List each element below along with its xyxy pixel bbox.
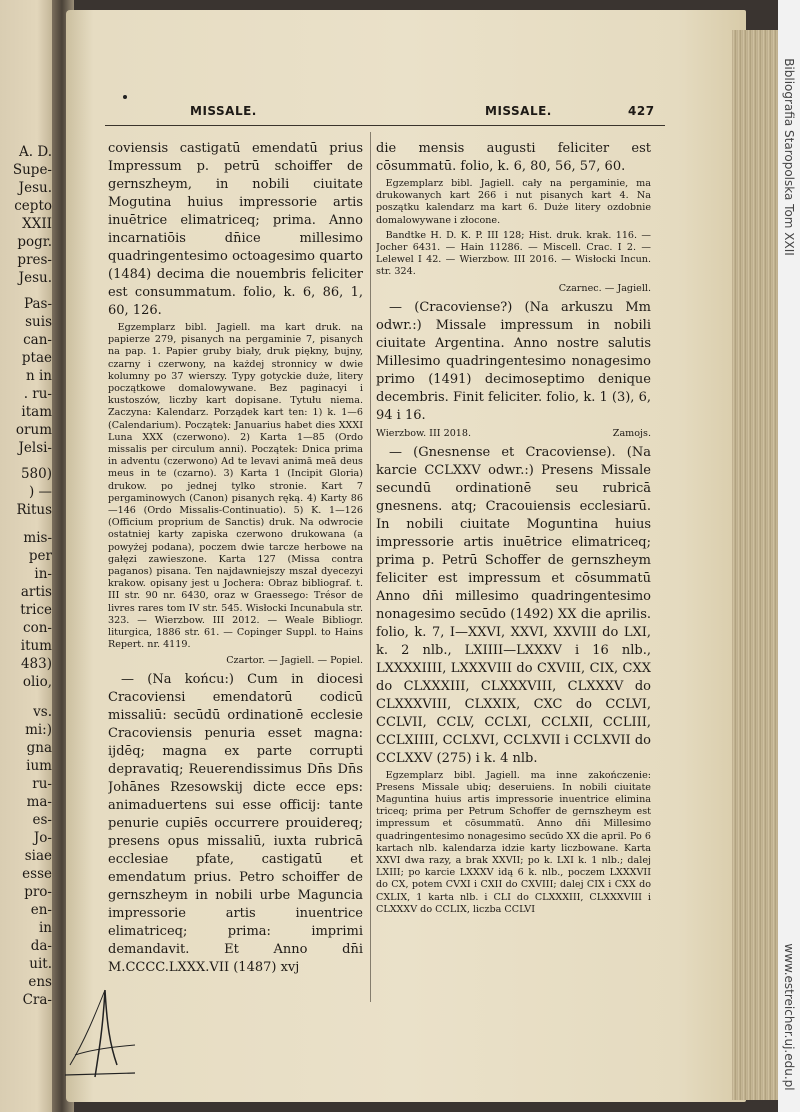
library-signature-stamp [55, 985, 150, 1085]
facing-page-fragment: trice [20, 602, 52, 618]
facing-page-fragment: per [28, 548, 52, 564]
header-left: MISSALE. [190, 104, 257, 118]
website-url: www.estreicher.uj.edu.pl [782, 943, 796, 1091]
facing-page-fragment: pres- [17, 252, 52, 268]
facing-page-fragment: A. D. [19, 144, 52, 160]
facing-page-fragment: itam [21, 404, 52, 420]
facing-page-fragment: Jo- [33, 830, 52, 846]
facing-page-fragment: 580) [20, 466, 52, 482]
page-number: 427 [628, 104, 655, 118]
entry-1492-text: — (Gnesnense et Cracoviense). (Na karcie CCLXXV odwr.:) Presens Missale secundū ordinationē seu rubricā gnesnens. atq; Cracouiensis ecclesiarū. In nobili ciuitate Moguntina huius impressorie artis inuētrice elimatriceq; prima p. Petrū Schoffer de gernszheym feliciter est impressum et cōsummatū Anno dn̄i millesimo quadringentesimo nonagesimo secūdo (1492) XX die aprilis. folio, k. 7, I—XXVI, XXVI, XXVIII do LXI, k. 2 nlb., LXIIII—LXXXV i 16 nlb., LXXXXIIII, LXXXVIII do CXVIII, CIX, CXX do CLXXXIII, CLXXXVIII, CLXXXV do CLXXXVIII, CLXXIX, CXC do CCLVI, CCLVII, CCLV, CCLXI, CCLXII, CCLIII, CCLXIIII, CCLXVI, CCLXVII i CCLXVII do CCLXXV (275) i k. 4 nlb. [376, 444, 651, 766]
facing-page-fragment: pro- [24, 884, 52, 900]
facing-page-fragment: ptae [21, 350, 52, 366]
facing-page-fragment: con- [23, 620, 52, 636]
facing-page-fragment: in- [34, 566, 52, 582]
column-left [108, 140, 363, 979]
page-fore-edge [732, 30, 778, 1100]
facing-page-fragment: ens [28, 974, 52, 990]
facing-page-fragment: cepto [14, 198, 52, 214]
facing-page-fragment: suis [25, 314, 52, 330]
entry-1492-notes: Egzemplarz bibl. Jagiell. ma inne zakończenie: Presens Missale ubiq; deseruiens. In nobili ciuitate Maguntina huius artis impressorie inuentrice elimina triceq; prima per Petrum Schoffer de gernszheym est impressum et cōsummatū. Anno dn̄i Millesimo quadringentesimo nonagesimo secūdo XX die april. Po 6 kartach nlb. kalendarza idzie karty liczbowane. Karta XXVI dwa razy, a brak XXVII; po k. LXI k. 1 nlb.; dalej LXIII; po karcie LXXXV idą 6 k. nlb., poczem LXXXVII do CX, potem CVXI i CXII do CXVIII; dalej CIX i CXX do CXLIX, 1 karta nlb. i CLI do CLXXXIII, CLXXXVIII i CLXXXV do CCLIX, liczba CCLVI [376, 769, 651, 915]
entry-1487-text: — (Na końcu:) Cum in diocesi Cracoviensi emendatorū codicū missaliū: secūdū ordinationē ecclesie Cracoviensis penuria esset magna: ijdēq; magna ex parte corrupti depravatiq; Reuerendissimus Dn̄s Dn̄s Johānes Rzesowskij dicte ecce eps: animaduertens sui esse officij: tante penurie cupiēs occurrere prouidereq; presens opus missaliū, iuxta rubricā ecclesiae pfate, castigatū et emendatum prius. Petro schoiffer de gernszheym in nobili urbe Maguncia impressorie artis inuentrice elimatriceq; prima: imprimi demandavit. Et Anno dn̄i M.CCCC.LXXX.VII (1487) xvj [108, 672, 363, 976]
facing-page-fragment: . ru- [23, 386, 52, 402]
header-center: MISSALE. [485, 104, 552, 118]
facing-page-fragment: gna [26, 740, 52, 756]
facing-page-fragment: ium [26, 758, 52, 774]
facing-page-fragment: es- [32, 812, 52, 828]
entry-1484-text: coviensis castigatū emendatū prius Impressum p. petrū schoiffer de gernszheym, in nobili ciuitate Mogutina huius impressorie artis inuētrice elimatriceq; prima. Anno incarnatiōis dn̄ice millesimo quadringentesimo octoagesimo quarto (1484) decima die nouembris feliciter est consummatum. folio, k. 6, 86, 1, 60, 126. [108, 141, 363, 318]
facing-page-fragment: esse [22, 866, 52, 882]
facing-page-fragment: ma- [26, 794, 52, 810]
entry-1484-notes: Egzemplarz bibl. Jagiell. ma kart druk. na papierze 279, pisanych na pergaminie 7, pisanych na pap. 1. Papier gruby biały, druk piękny, bujny, czarny i czerwony, na każdej stronnicy w dwie kolumny po 37 wierszy. Typy gotyckie duże, litery początkowe domalowywane. Bez paginacyi i kustoszów, liczby kart dopisane. Tytułu niema. Zaczyna: Kalendarz. Porządek kart ten: 1) k. 1—6 (Calendarium). Początek: Januarius habet dies XXXI Luna XXX (czerwono). 2) Karta 1—85 (Ordo missalis per circulum anni). Początek: Dnica prima in adventu (czerwono) Ad te levavi animā meā deus meus in te (czarno). 3) Karta 1 (Incipit Gloria) drukow. po jednej tylko stronie. Kart 7 pergaminowych (Canon) pisanych ręką. 4) Karty 86—146 (Ordo Missalis-Continuatio). 5) K. 1—126 (Officium proprium de Sanctis) druk. Na odwrocie ostatniej karty zapiska czerwono drukowana (a powyżej podana), poczem dwie tarcze herbowe na gałęzi zawieszone. Karta 127 (Missa contra paganos) pisana. Ten najdawniejszy mszał dyecezyi krakow. opisany jest u Jochera: Obraz bibliograf. t. III str. 90 nr. 6430, oraz w Graessego: Trésor de livres rares tom IV str. 545. Wisłocki Incunabula str. 323. — Wierzbow. III 2012. — Weale Bibliogr. liturgica, 1886 str. 61. — Copinger Suppl. to Hains Repert. nr. 4119. [108, 322, 363, 651]
ink-dot [123, 95, 127, 99]
facing-page-fragment: in [38, 920, 52, 936]
facing-page-fragment: mi:) [25, 722, 52, 738]
facing-page-fragment: n in [26, 368, 52, 384]
column-divider [370, 132, 371, 1002]
facing-page-fragment: pogr. [17, 234, 52, 250]
facing-page-fragment: Cra- [22, 992, 52, 1008]
facing-page-fragment: Supe- [12, 162, 52, 178]
running-header [190, 104, 655, 124]
facing-page-fragment: da- [30, 938, 52, 954]
facing-page-fragment: siae [24, 848, 52, 864]
facing-page-fragment: mis- [23, 530, 52, 546]
bibliography-volume-label: Bibliografia Staropolska Tom XXII [782, 58, 796, 256]
entry-1487-holdings: Czarnec. — Jagiell. [558, 282, 651, 294]
facing-page-fragment: orum [15, 422, 52, 438]
facing-page-fragment: itum [20, 638, 52, 654]
facing-page-fragment: ru- [32, 776, 52, 792]
facing-page-fragment: olio, [22, 674, 52, 690]
facing-page-fragment: Pas- [23, 296, 52, 312]
facing-page-fragment: Ritus [16, 502, 52, 518]
facing-page-fragment: can- [23, 332, 52, 348]
facing-page-fragment: 483) [20, 656, 52, 672]
entry-1487-end: die mensis augusti feliciter est cōsummatū. folio, k. 6, 80, 56, 57, 60. [376, 141, 651, 174]
entry-1491-holdings: Wierzbow. III 2018. Zamojs. [376, 427, 651, 439]
facing-page-fragment: XXII [22, 216, 52, 232]
facing-page-fragment: Jelsi- [18, 440, 52, 456]
facing-page-fragment: ) — [28, 484, 52, 500]
entry-1484-holdings: Czartor. — Jagiell. — Popiel. [226, 655, 363, 667]
entry-1491-text: — (Cracoviense?) (Na arkuszu Mm odwr.:) Missale impressum in nobili ciuitate Argentina. Anno nostre salutis Millesimo quadringentesimo nonagesimo primo (1491) decimoseptimo denique decembris. Finit feliciter. folio, k. 1 (3), 6, 94 i 16. [376, 299, 651, 423]
entry-1487-refs: Bandtke H. D. K. P. III 128; Hist. druk. krak. 116. — Jocher 6431. — Hain 11286. — Miscell. Crac. I 2. — Lelewel I 42. — Wierzbow. III 2016. — Wisłocki Incun. str. 324. [376, 229, 651, 278]
facing-page-fragment: vs. [33, 704, 52, 720]
facing-page-fragment: Jesu. [18, 180, 52, 196]
facing-page-fragment: artis [20, 584, 52, 600]
facing-page-fragment: Jesu. [18, 270, 52, 286]
column-right [376, 140, 651, 919]
entry-1487-notes: Egzemplarz bibl. Jagiell. cały na pergaminie, ma drukowanych kart 266 i nut pisanych kart 4. Na poszątku kalendarz ma kart 6. Duże litery ozdobnie domalowywane i złocone. [376, 178, 651, 226]
header-rule [105, 125, 665, 126]
facing-page-fragment: en- [30, 902, 52, 918]
facing-page-fragment: uit. [29, 956, 52, 972]
